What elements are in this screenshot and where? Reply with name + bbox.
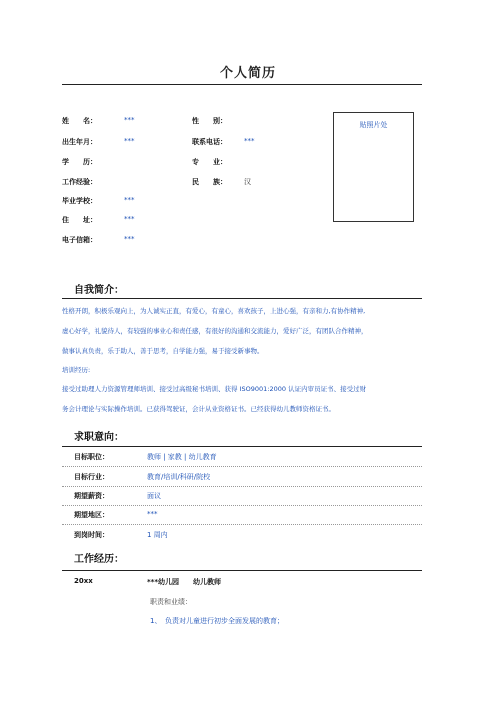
target-position-value: 教师 | 家教 | 幼儿教育 — [147, 453, 217, 461]
self-intro-divider — [62, 298, 422, 299]
self-intro-text — [62, 303, 424, 359]
work-divider — [62, 570, 422, 571]
training-line: 接受过助理人力资源管理师培训、接受过高级秘书培训、获得 ISO9001:2000 认证内审员证书、接受过财 — [62, 385, 367, 393]
intent-heading: 求职意向： — [74, 432, 124, 443]
work-organization: ***幼儿园 幼儿教师 — [147, 578, 221, 586]
row-divider — [62, 466, 422, 467]
expected-region-value: *** — [147, 510, 158, 518]
photo-placeholder-label: 贴照片处 — [359, 121, 388, 129]
email-label: 电子信箱： — [62, 236, 97, 244]
duty-item: 1、 负责对儿童进行初步全面发展的教育； — [150, 617, 284, 625]
row-divider — [62, 505, 422, 506]
self-intro-line: 做事认真负责，乐于助人，善于思考，自学能力强，易于接受新事物。 — [62, 347, 264, 355]
expected-salary-value: 面议 — [147, 492, 161, 500]
training-line: 务会计理论与实际操作培训。已获得驾驶证，会计从业资格证书。已经获得幼儿教师资格证书。 — [62, 405, 335, 413]
work-period: 20xx — [74, 577, 93, 585]
expected-salary-label: 期望薪资： — [74, 492, 109, 500]
target-industry-label: 目标行业： — [74, 473, 109, 481]
expected-region-label: 期望地区： — [74, 511, 109, 519]
school-label: 毕业学校： — [62, 197, 97, 205]
duties-label: 职责和业绩： — [150, 598, 192, 606]
target-position-label: 目标职位： — [74, 453, 109, 461]
page-title: 个人简历 — [219, 66, 276, 81]
email-value: *** — [124, 235, 135, 243]
self-intro-line: 性格开朗，积极乐观向上，为人诚实正直，有爱心，有童心，喜欢孩子，上进心强，有亲和力,有协作精神, — [62, 307, 366, 315]
birth-label: 出生年月： — [62, 138, 97, 146]
row-divider — [62, 524, 422, 525]
training-label: 培训经历: — [62, 366, 91, 374]
education-label: 学 历： — [62, 158, 97, 166]
self-intro-line: 虚心好学，礼貌待人，有较强的事业心和责任感，有很好的沟通和交流能力，爱好广泛，有团队合作精神， — [62, 327, 368, 335]
start-time-label: 到岗时间： — [74, 531, 109, 539]
phone-label: 联系电话： — [192, 138, 227, 146]
address-value: *** — [124, 215, 135, 223]
ethnicity-label: 民 族： — [192, 178, 227, 186]
self-intro-heading: 自我简介： — [74, 285, 124, 296]
target-industry-value: 教育/培训/科研/院校 — [147, 473, 211, 481]
name-value: *** — [124, 116, 135, 124]
name-label: 姓 名： — [62, 117, 97, 125]
birth-value: *** — [124, 137, 135, 145]
start-time-value: 1 周内 — [147, 531, 168, 539]
row-divider — [62, 486, 422, 487]
ethnicity-value: 汉 — [244, 178, 251, 186]
phone-value: *** — [244, 137, 255, 145]
photo-box — [333, 112, 414, 222]
gender-label: 性 别： — [192, 117, 227, 125]
title-divider — [62, 84, 422, 85]
school-value: *** — [124, 196, 135, 204]
intent-divider — [62, 446, 422, 447]
major-label: 专 业： — [192, 158, 227, 166]
experience-label: 工作经验： — [62, 178, 97, 186]
address-label: 住 址： — [62, 216, 97, 224]
work-heading: 工作经历： — [74, 554, 124, 565]
